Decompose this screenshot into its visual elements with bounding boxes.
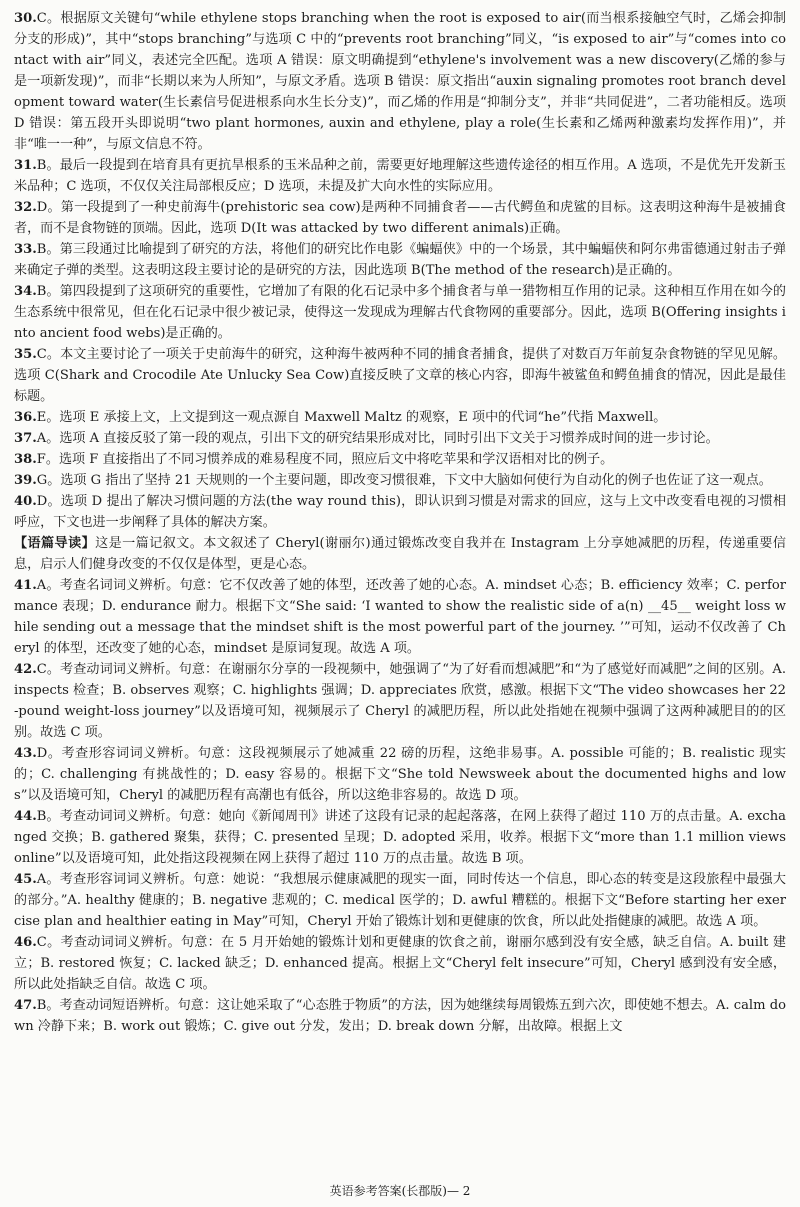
answer-explanation: C。根据原文关键句“while ethylene stops branching when the root is exposed to air(而当根系接触空气时，乙烯会抑制分支的形成)”，其中“stops branching”与选项 C 中的“prevents root branching”同义，“is exposed to air”与“comes into contact with air”同义，表述完全匹配。选项 A 错误：原文明确提到“ethylene's involvement was a new discovery(乙烯的参与是一项新发现)”，而非“长期以来为人所知”，与原文矛盾。选项 B 错误：原文指出“auxin signaling promotes root branch development toward water(生长素信号促进根系向水生长分支)”，而乙烯的作用是“抑制分支”，并非“共同促进”，二者功能相反。选项 D 错误：第五段开头即说明“two plant hormones, auxin and ethylene, play a role(生长素和乙烯两种激素均发挥作用)”，并非“唯一一种”，与原文信息不符。 — [14, 11, 786, 152]
page-footer: 英语参考答案(长郡版)— 2 — [329, 1184, 471, 1198]
answer-item — [14, 659, 786, 743]
question-number: 46. — [14, 935, 37, 950]
answer-item — [14, 470, 786, 491]
question-number: 45. — [14, 872, 37, 887]
answer-item — [14, 407, 786, 428]
answer-explanation: A。考查名词词义辨析。句意：它不仅改善了她的体型，还改善了她的心态。A. mindset 心态；B. efficiency 效率；C. performance 表现；D. endurance 耐力。根据下文“She said: ‘I wanted to show the realistic side of a(n) __45__ weight loss while sending out a message that the mindset shift is the most powerful part of the journey. ’”可知，运动不仅改善了 Cheryl 的体型，还改变了她的心态，mindset 是原词复现。故选 A 项。 — [14, 578, 786, 656]
answer-explanation: A。考查形容词词义辨析。句意：她说：“我想展示健康减肥的现实一面，同时传达一个信息，即心态的转变是这段旅程中最强大的部分。”A. healthy 健康的；B. negative 悲观的；C. medical 医学的；D. awful 糟糕的。根据下文“Before starting her exercise plan and healthier eating in May”可知，Cheryl 开始了锻炼计划和更健康的饮食，所以此处指健康的减肥。故选 A 项。 — [14, 872, 786, 929]
answer-explanation: E。选项 E 承接上文，上文提到这一观点源自 Maxwell Maltz 的观察，E 项中的代词“he”代指 Maxwell。 — [36, 410, 667, 425]
answer-item — [14, 8, 786, 155]
answer-explanation: G。选项 G 指出了坚持 21 天规则的一个主要问题，即改变习惯很难，下文中大脑如何使行为自动化的例子也佐证了这一观点。 — [36, 473, 772, 488]
intro-text: 这是一篇记叙文。本文叙述了 Cheryl(谢丽尔)通过锻炼改变自我并在 Instagram 上分享她减肥的历程，传递重要信息，启示人们健身改变的不仅仅是体型，更是心态。 — [14, 536, 786, 572]
answer-explanation: C。本文主要讨论了一项关于史前海牛的研究，这种海牛被两种不同的捕食者捕食，提供了对数百万年前复杂食物链的罕见见解。选项 C(Shark and Crocodile Ate Unlucky Sea Cow)直接反映了文章的核心内容，即海牛被鲨鱼和鳄鱼捕食的情况，因此是最佳标题。 — [14, 347, 786, 404]
answer-explanation: D。考查形容词词义辨析。句意：这段视频展示了她减重 22 磅的历程，这绝非易事。A. possible 可能的；B. realistic 现实的；C. challenging 有挑战性的；D. easy 容易的。根据下文“She told Newsweek about the documented highs and lows”以及语境可知，Cheryl 的减肥历程有高潮也有低谷，所以这绝非容易的。故选 D 项。 — [14, 746, 786, 803]
question-number: 47. — [14, 998, 37, 1013]
answer-explanation: B。考查动词词义辨析。句意：她向《新闻周刊》讲述了这段有记录的起起落落，在网上获得了超过 110 万的点击量。A. exchanged 交换；B. gathered 聚集，获得；C. presented 呈现；D. adopted 采用，收养。根据下文“more than 1.1 million views online”以及语境可知，此处指这段视频在网上获得了超过 110 万的点击量。故选 B 项。 — [14, 809, 786, 866]
answer-explanation: B。第三段通过比喻提到了研究的方法，将他们的研究比作电影《蝙蝠侠》中的一个场景，其中蝙蝠侠和阿尔弗雷德通过射击子弹来确定子弹的类型。这表明这段主要讨论的是研究的方法，因此选项 B(The method of the research)是正确的。 — [14, 242, 786, 278]
question-number: 42. — [14, 662, 37, 677]
question-number: 40. — [14, 494, 37, 509]
answer-item — [14, 932, 786, 995]
answer-item — [14, 575, 786, 659]
answer-item — [14, 281, 786, 344]
question-number: 35. — [14, 347, 37, 362]
question-number: 43. — [14, 746, 37, 761]
question-number: 41. — [14, 578, 37, 593]
answer-item — [14, 197, 786, 239]
answer-item — [14, 155, 786, 197]
answer-list-part-1 — [14, 8, 786, 533]
answer-explanation: A。选项 A 直接反驳了第一段的观点，引出下文的研究结果形成对比，同时引出下文关于习惯养成时间的进一步讨论。 — [36, 431, 719, 446]
answer-explanation: D。选项 D 提出了解决习惯问题的方法(the way round this)，即认识到习惯是对需求的回应，这与上文中改变看电视的习惯相呼应，下文也进一步阐释了具体的解决方案。 — [14, 494, 786, 530]
question-number: 38. — [14, 452, 37, 467]
intro-label: 【语篇导读】 — [14, 536, 96, 551]
answer-explanation: C。考查动词词义辨析。句意：在 5 月开始她的锻炼计划和更健康的饮食之前，谢丽尔感到没有安全感，缺乏自信。A. built 建立；B. restored 恢复；C. lacked 缺乏；D. enhanced 提高。根据上文“Cheryl felt insecure”可知，Cheryl 感到没有安全感，所以此处指缺乏自信。故选 C 项。 — [14, 935, 786, 992]
question-number: 32. — [14, 200, 37, 215]
question-number: 37. — [14, 431, 37, 446]
question-number: 34. — [14, 284, 37, 299]
answer-explanation: F。选项 F 直接指出了不同习惯养成的难易程度不同，照应后文中将吃苹果和学汉语相对比的例子。 — [36, 452, 614, 467]
question-number: 30. — [14, 11, 37, 26]
answer-explanation: B。最后一段提到在培育具有更抗旱根系的玉米品种之前，需要更好地理解这些遗传途径的相互作用。A 选项，不是优先开发新玉米品种；C 选项，不仅仅关注局部根反应；D 选项，未提及扩大向水性的实际应用。 — [14, 158, 786, 194]
question-number: 44. — [14, 809, 37, 824]
question-number: 31. — [14, 158, 37, 173]
answer-item — [14, 491, 786, 533]
answer-item — [14, 806, 786, 869]
answer-item — [14, 239, 786, 281]
answer-item — [14, 428, 786, 449]
answer-item — [14, 743, 786, 806]
question-number: 33. — [14, 242, 37, 257]
question-number: 39. — [14, 473, 37, 488]
answer-item — [14, 869, 786, 932]
passage-intro — [14, 533, 786, 575]
answer-explanation: B。第四段提到了这项研究的重要性，它增加了有限的化石记录中多个捕食者与单一猎物相互作用的记录。这种相互作用在如今的生态系统中很常见，但在化石记录中很少被记录，使得这一发现成为理解古代食物网的重要部分。因此，选项 B(Offering insights into ancient food webs)是正确的。 — [14, 284, 786, 341]
answer-explanation: C。考查动词词义辨析。句意：在谢丽尔分享的一段视频中，她强调了“为了好看而想减肥”和“为了感觉好而减肥”之间的区别。A. inspects 检查；B. observes 观察；C. highlights 强调；D. appreciates 欣赏，感激。根据下文“The video showcases her 22-pound weight-loss journey”以及语境可知，视频展示了 Cheryl 的减肥历程，所以此处指她在视频中强调了这两种减肥目的的区别。故选 C 项。 — [14, 662, 786, 740]
answer-item — [14, 344, 786, 407]
answer-list-part-2 — [14, 575, 786, 1037]
question-number: 36. — [14, 410, 37, 425]
answer-explanation: B。考查动词短语辨析。句意：这让她采取了“心态胜于物质”的方法，因为她继续每周锻炼五到六次，即使她不想去。A. calm down 冷静下来；B. work out 锻炼；C. give out 分发，发出；D. break down 分解，出故障。根据上文 — [14, 998, 786, 1034]
answer-explanation: D。第一段提到了一种史前海牛(prehistoric sea cow)是两种不同捕食者——古代鳄鱼和虎鲨的目标。这表明这种海牛是被捕食者，而不是食物链的顶端。因此，选项 D(It was attacked by two different animals)正确。 — [14, 200, 786, 236]
answer-item — [14, 995, 786, 1037]
answer-item — [14, 449, 786, 470]
